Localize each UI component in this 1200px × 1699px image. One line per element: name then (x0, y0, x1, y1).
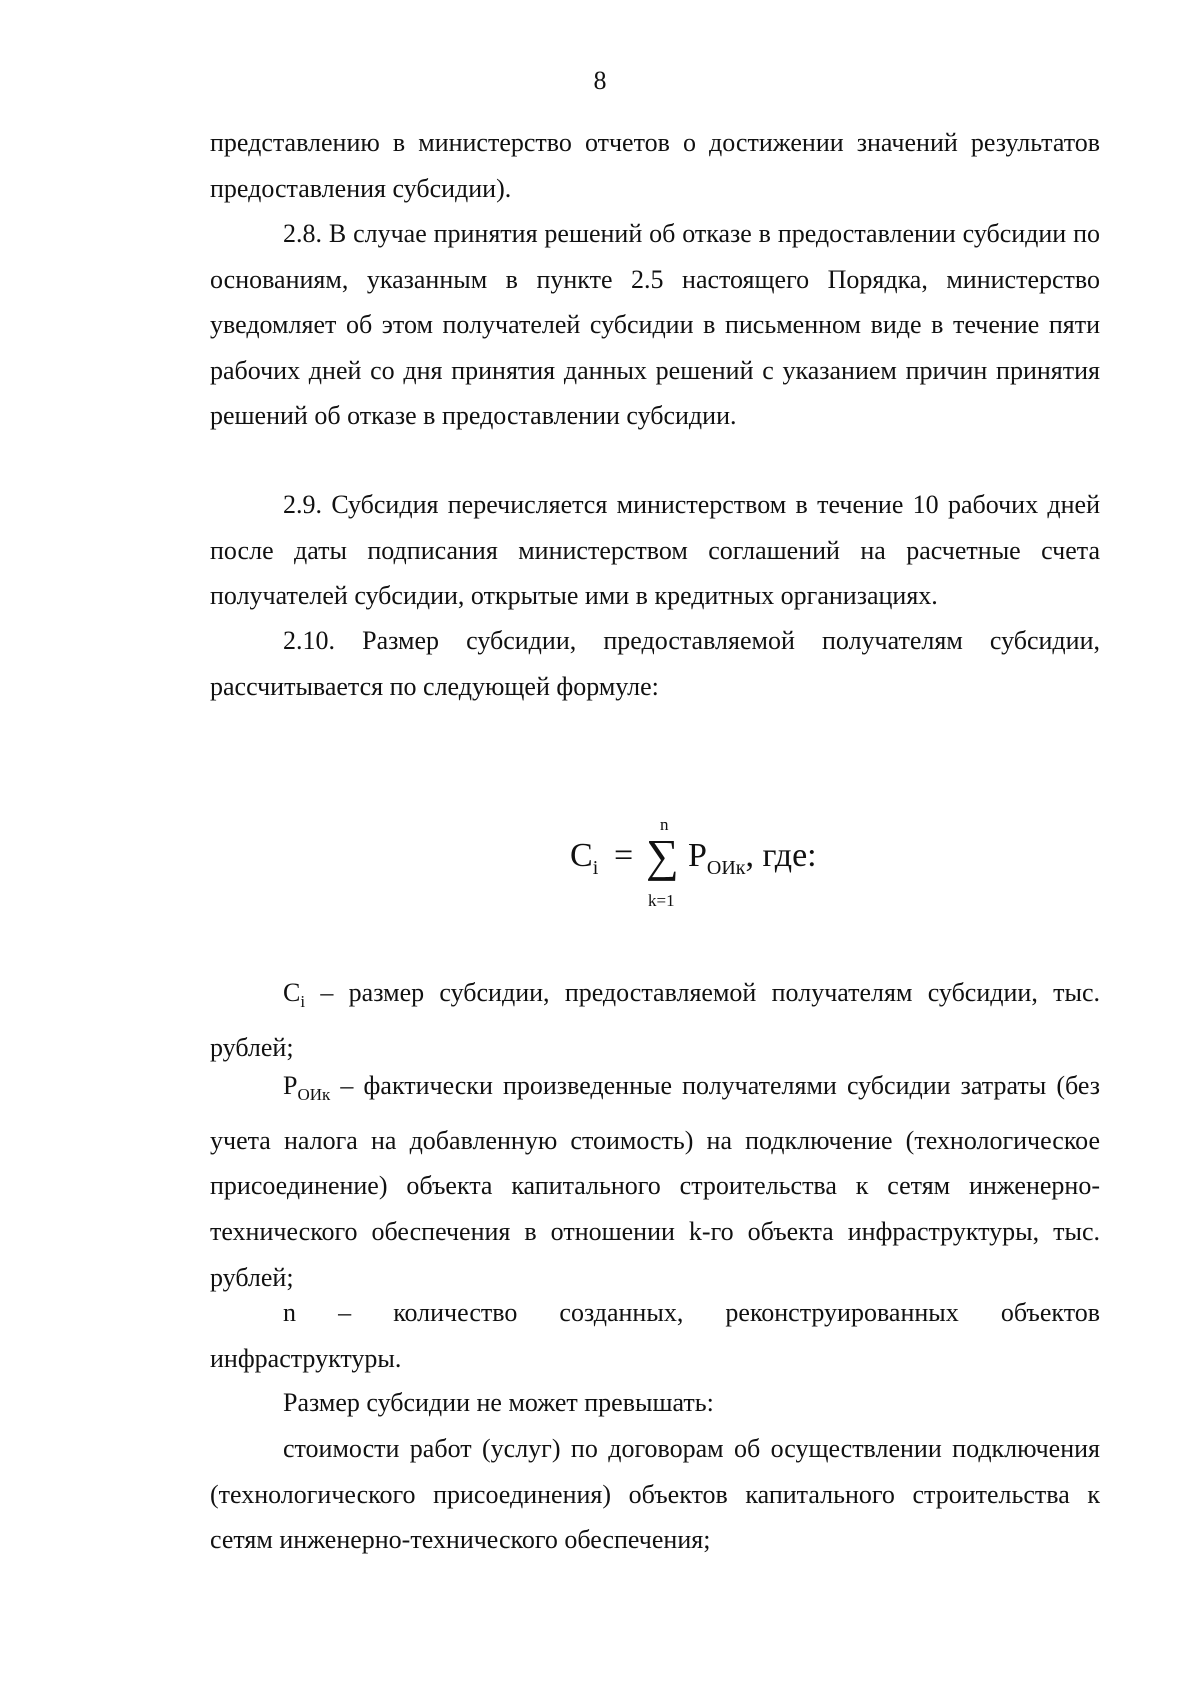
definition-symbol: C (283, 978, 301, 1007)
definition-n (210, 1290, 1100, 1381)
definition-symbol: P (283, 1071, 298, 1100)
formula-lhs-subscript: i (592, 856, 599, 879)
closing-item-cost: стоимости работ (услуг) по договорам об осуществлении подключения (технологического присоединения) объектов капитального строительства к сетям инженерно-технического обеспечения; (210, 1434, 1100, 1555)
definition-text: – размер субсидии, предоставляемой получателям субсидии, тыс. рублей; (210, 978, 1100, 1062)
definition-ci (210, 970, 1100, 1070)
definition-poik (210, 1063, 1100, 1300)
paragraph-continuation: представлению в министерство отчетов о достижении значений результатов предоставления субсидии). (210, 128, 1100, 203)
formula-equals: = (614, 837, 634, 874)
paragraph-2-8: 2.8. В случае принятия решений об отказе в предоставлении субсидии по основаниям, указанным в пункте 2.5 настоящего Порядка, министерство уведомляет об этом получателей субсидии в письменном виде в течение пяти рабочих дней со дня принятия данных решений с указанием причин принятия решений об отказе в предоставлении субсидии. (210, 219, 1100, 431)
paragraph-2-9: 2.9. Субсидия перечисляется министерством в течение 10 рабочих дней после даты подписания министерством соглашений на расчетные счета получателей субсидии, открытые ими в кредитных организациях. (210, 490, 1100, 611)
definition-text: – фактически произведенные получателями субсидии затраты (без учета налога на добавленную стоимость) на подключение (технологическое присоединение) объекта капитального строительства к сетям инженерно-технического обеспечения в отношении k-го объекта инфраструктуры, тыс. рублей; (210, 1071, 1100, 1292)
formula-sum-lower: k=1 (648, 891, 675, 910)
definition-symbol: n (283, 1298, 296, 1327)
formula-lhs: $C_i$ (570, 837, 599, 879)
definition-text: – количество созданных, реконструированных объектов инфраструктуры. (210, 1298, 1100, 1373)
formula-suffix: , где: (745, 837, 817, 874)
formula-sum-upper: n (660, 815, 669, 834)
closing-paragraph: Размер субсидии не может превышать: (283, 1388, 714, 1417)
formula-term-subscript: ОИк (706, 856, 746, 879)
formula-sum-symbol: ∑ (646, 830, 679, 881)
paragraph-2-10: 2.10. Размер субсидии, предоставляемой получателям субсидии, рассчитывается по следующей формуле: (210, 626, 1100, 701)
page-number: 8 (593, 66, 607, 95)
definition-symbol-subscript: ОИк (297, 1085, 331, 1105)
formula-term: $P_{ОИк}$, где: (688, 837, 817, 879)
definition-symbol-subscript: i (300, 992, 306, 1012)
